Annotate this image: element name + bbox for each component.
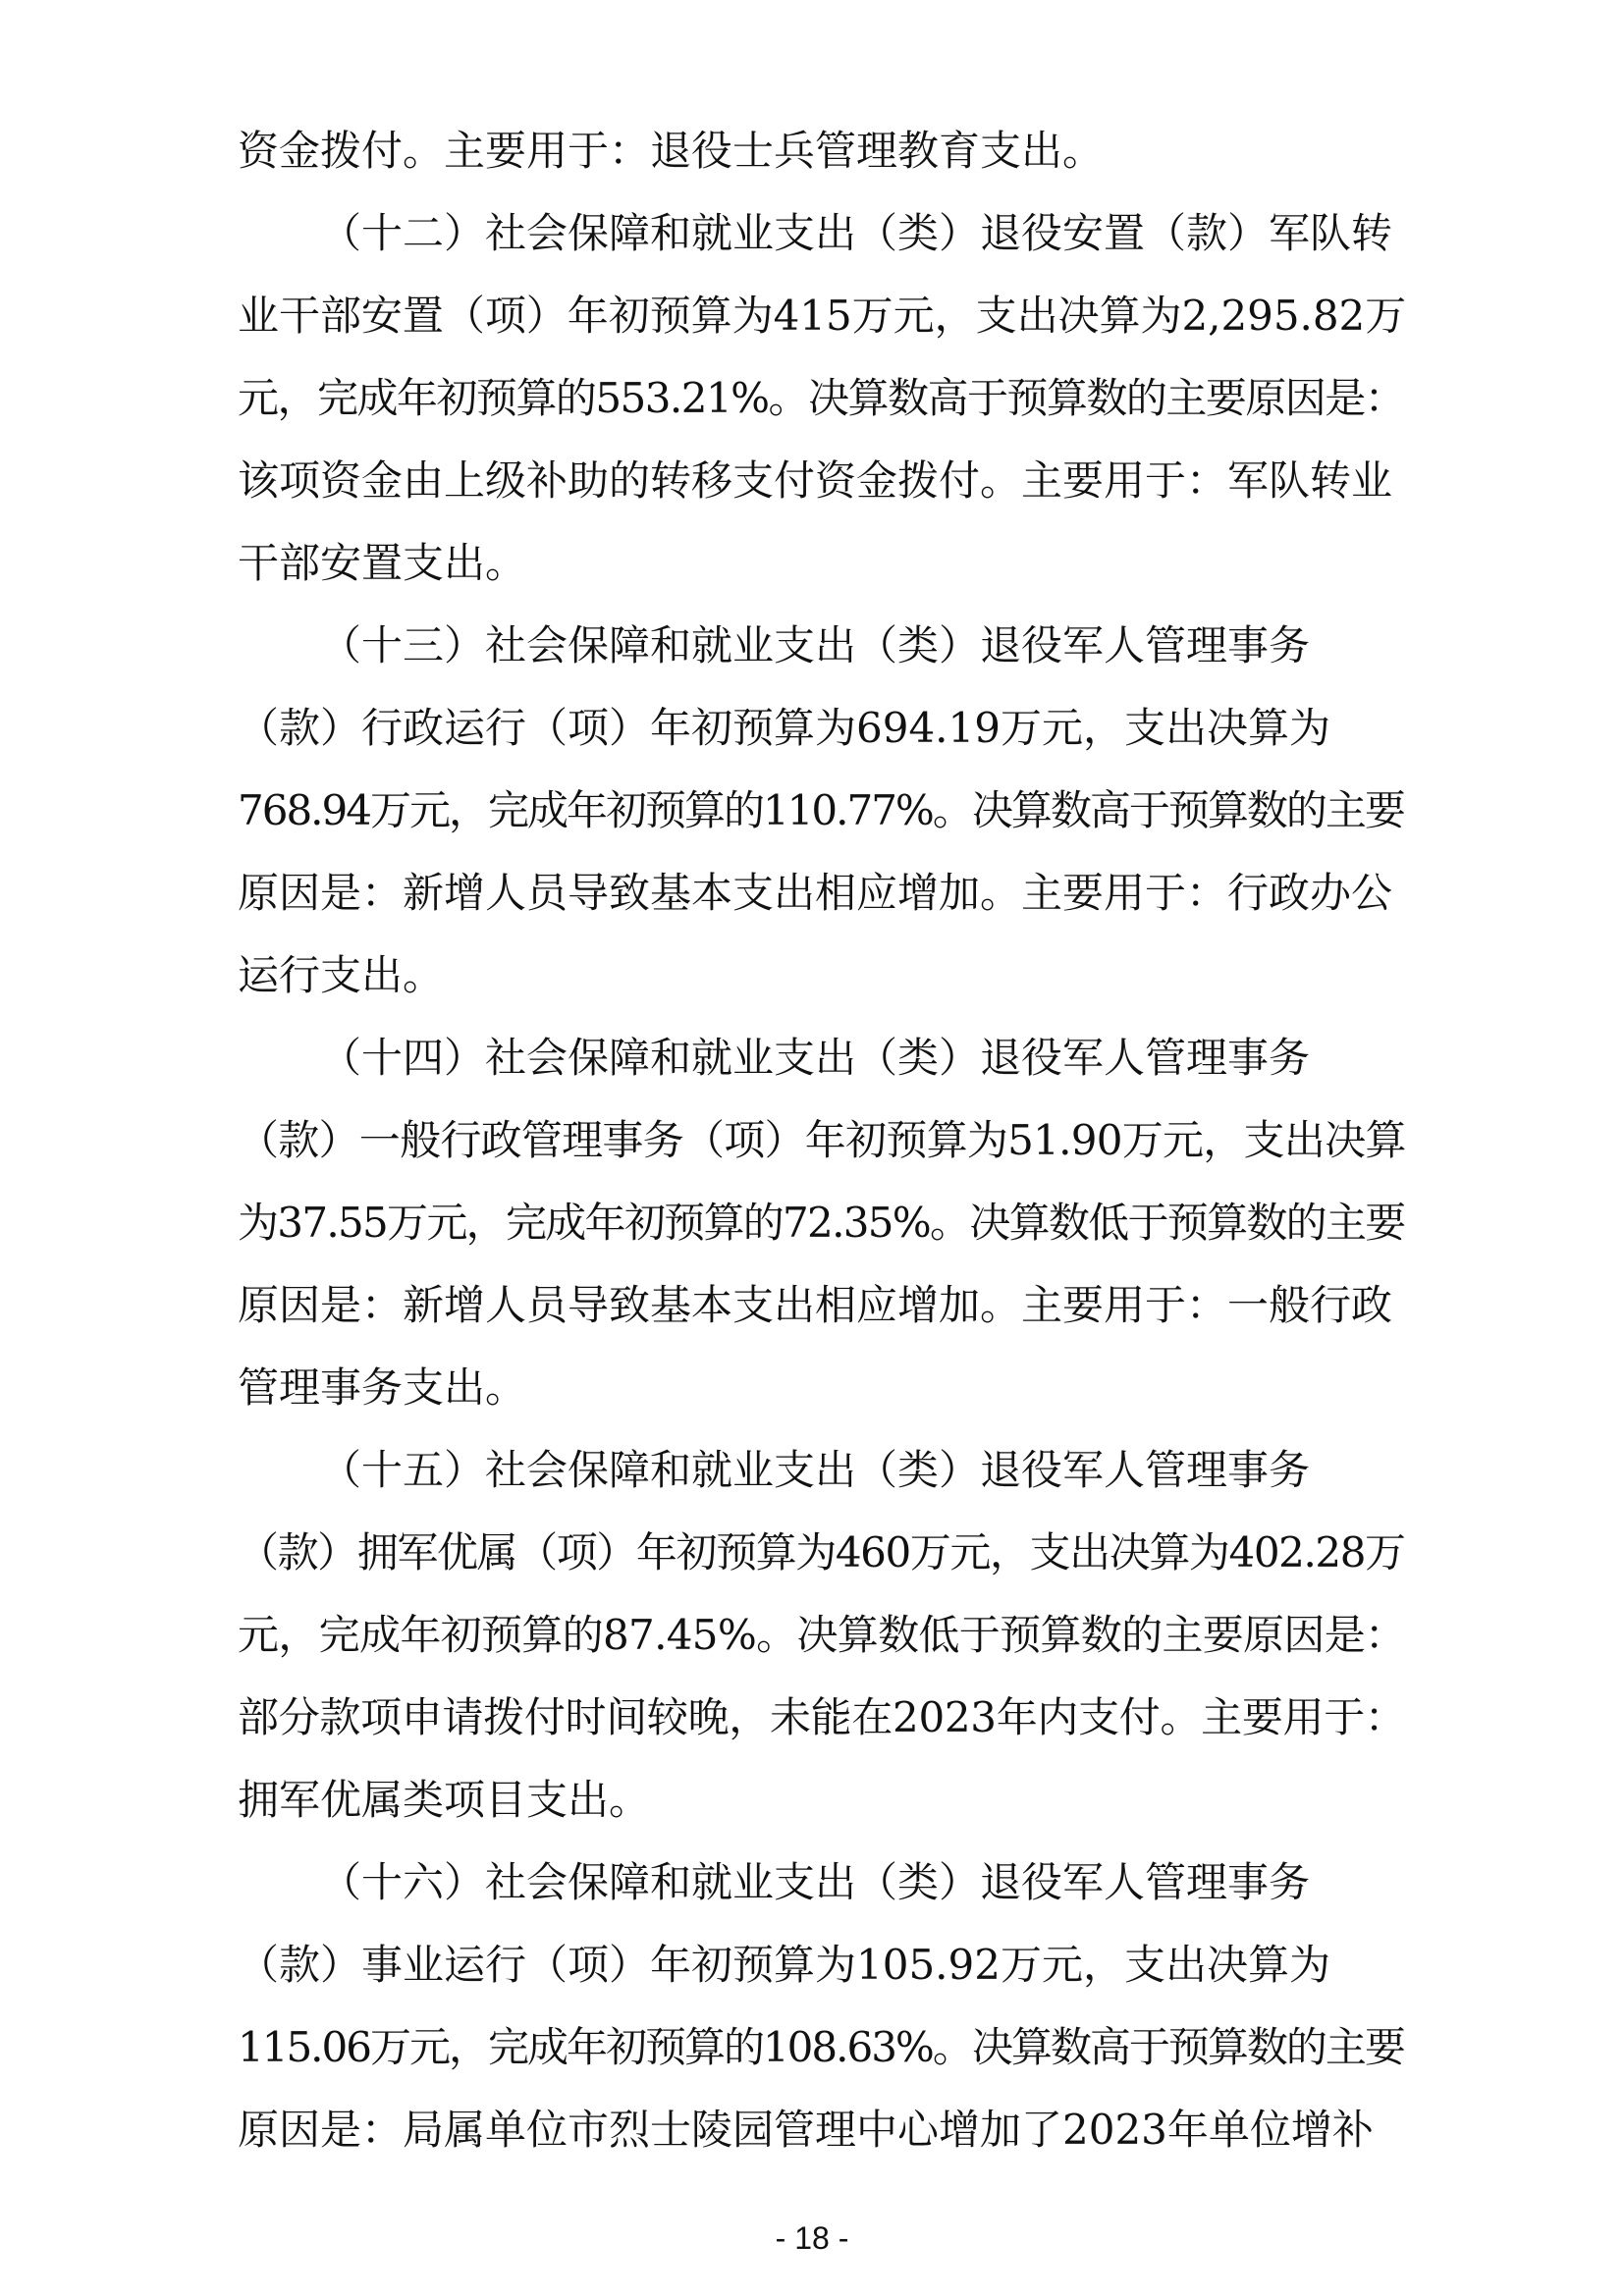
text-line: 干部安置支出。 xyxy=(238,539,527,587)
paragraph-first-line: （十二）社会保障和就业支出（类）退役安置（款）军队转 xyxy=(320,209,1393,257)
text-line: 运行支出。 xyxy=(238,951,445,999)
text-line: （款）一般行政管理事务（项）年初预算为51.90万元，支出决算 xyxy=(238,1116,1406,1164)
text-line: 元，完成年初预算的553.21%。决算数高于预算数的主要原因是： xyxy=(238,374,1405,422)
text-line: 768.94万元，完成年初预算的110.77%。决算数高于预算数的主要 xyxy=(238,786,1404,834)
text-line: 为37.55万元，完成年初预算的72.35%。决算数低于预算数的主要 xyxy=(238,1199,1405,1247)
text-line: 元，完成年初预算的87.45%。决算数低于预算数的主要原因是： xyxy=(238,1611,1406,1659)
text-line: 拥军优属类项目支出。 xyxy=(238,1776,651,1824)
text-line: 原因是：局属单位市烈士陵园管理中心增加了2023年单位增补 xyxy=(238,2106,1374,2154)
paragraph-first-line: （十五）社会保障和就业支出（类）退役军人管理事务 xyxy=(320,1446,1311,1494)
text-line: 业干部安置（项）年初预算为415万元，支出决算为2,295.82万 xyxy=(238,292,1407,340)
paragraph-first-line: （十六）社会保障和就业支出（类）退役军人管理事务 xyxy=(320,1858,1311,1906)
paragraph-first-line: （十四）社会保障和就业支出（类）退役军人管理事务 xyxy=(320,1034,1311,1082)
text-line: 管理事务支出。 xyxy=(238,1363,527,1412)
text-line: 资金拨付。主要用于：退役士兵管理教育支出。 xyxy=(238,127,1105,175)
page-number: - 18 - xyxy=(775,2220,849,2256)
text-line: 115.06万元，完成年初预算的108.63%。决算数高于预算数的主要 xyxy=(238,2023,1404,2071)
text-line: （款）拥军优属（项）年初预算为460万元，支出决算为402.28万 xyxy=(238,1528,1405,1576)
text-line: （款）行政运行（项）年初预算为694.19万元，支出决算为 xyxy=(238,704,1330,752)
paragraph-first-line: （十三）社会保障和就业支出（类）退役军人管理事务 xyxy=(320,621,1311,669)
body-text xyxy=(238,110,1406,2171)
text-line: 原因是：新增人员导致基本支出相应增加。主要用于：行政办公 xyxy=(238,869,1393,917)
text-line: 该项资金由上级补助的转移支付资金拨付。主要用于：军队转业 xyxy=(238,456,1393,505)
text-line: 原因是：新增人员导致基本支出相应增加。主要用于：一般行政 xyxy=(238,1281,1393,1329)
text-line: 部分款项申请拨付时间较晚，未能在2023年内支付。主要用于： xyxy=(238,1693,1406,1741)
text-line: （款）事业运行（项）年初预算为105.92万元，支出决算为 xyxy=(238,1941,1330,1989)
